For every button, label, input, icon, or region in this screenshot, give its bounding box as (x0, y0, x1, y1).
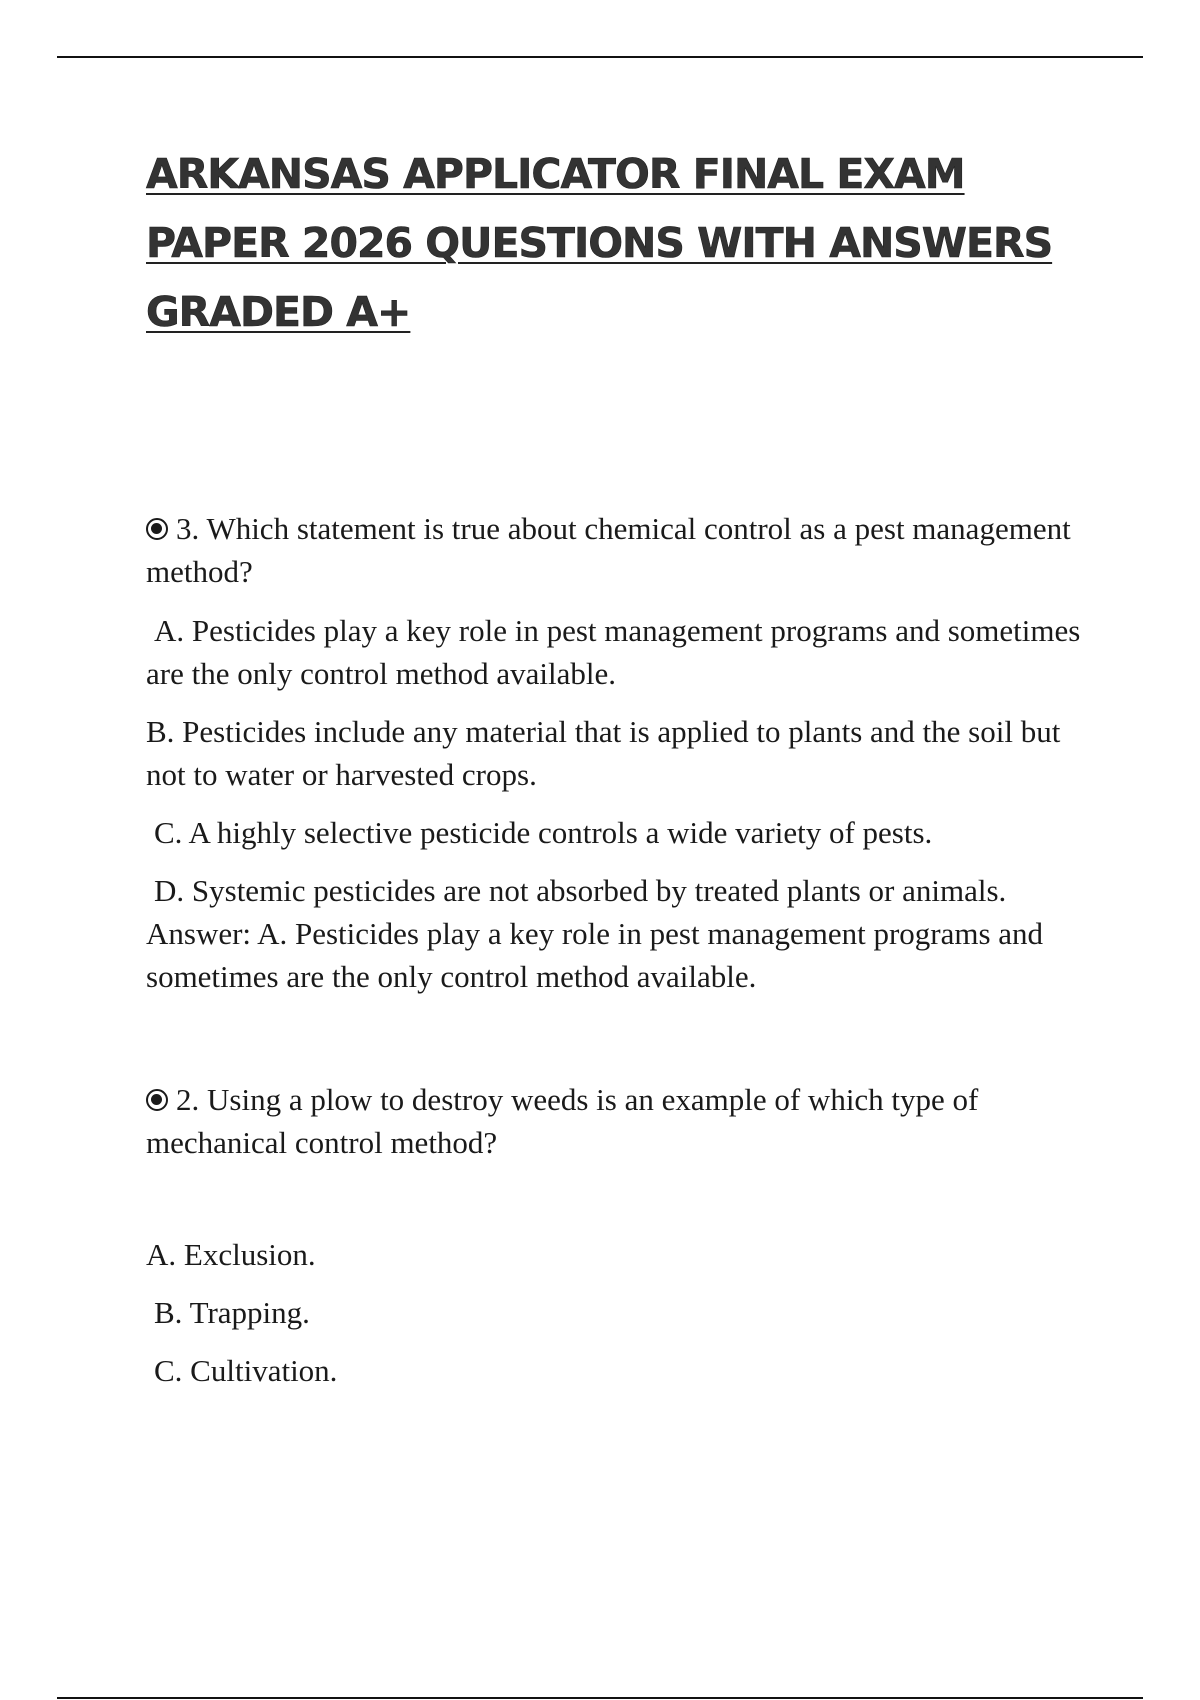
option-b: B. Pesticides include any material that is applied to plants and the soil but not to water or harvested crops. (146, 714, 1061, 792)
answer-text: Answer: A. Pesticides play a key role in pest management programs and sometimes are the only control method available. (146, 916, 1044, 994)
question-block-2 (146, 1078, 1106, 1407)
option-a: A. Pesticides play a key role in pest management programs and sometimes are the only control method available. (146, 613, 1081, 691)
radio-bullet-icon (146, 1089, 168, 1111)
option-c: C. A highly selective pesticide controls a wide variety of pests. (154, 815, 933, 850)
top-divider (57, 56, 1143, 58)
question-block-3 (146, 507, 1106, 998)
bottom-divider (57, 1697, 1143, 1699)
question-2-text: 2. Using a plow to destroy weeds is an example of which type of mechanical control method? (146, 1082, 979, 1160)
radio-bullet-icon (146, 518, 168, 540)
document-title: ARKANSAS APPLICATOR FINAL EXAM PAPER 2026 QUESTIONS WITH ANSWERS GRADED A+ (146, 150, 1053, 336)
option-b: B. Trapping. (154, 1295, 310, 1330)
option-c: C. Cultivation. (154, 1353, 338, 1388)
option-a: A. Exclusion. (146, 1237, 316, 1272)
option-d: D. Systemic pesticides are not absorbed by treated plants or animals. (154, 873, 1007, 908)
question-text (146, 507, 1106, 593)
question-3-text: 3. Which statement is true about chemical control as a pest management method? (146, 511, 1071, 589)
question-text (146, 1078, 1106, 1164)
